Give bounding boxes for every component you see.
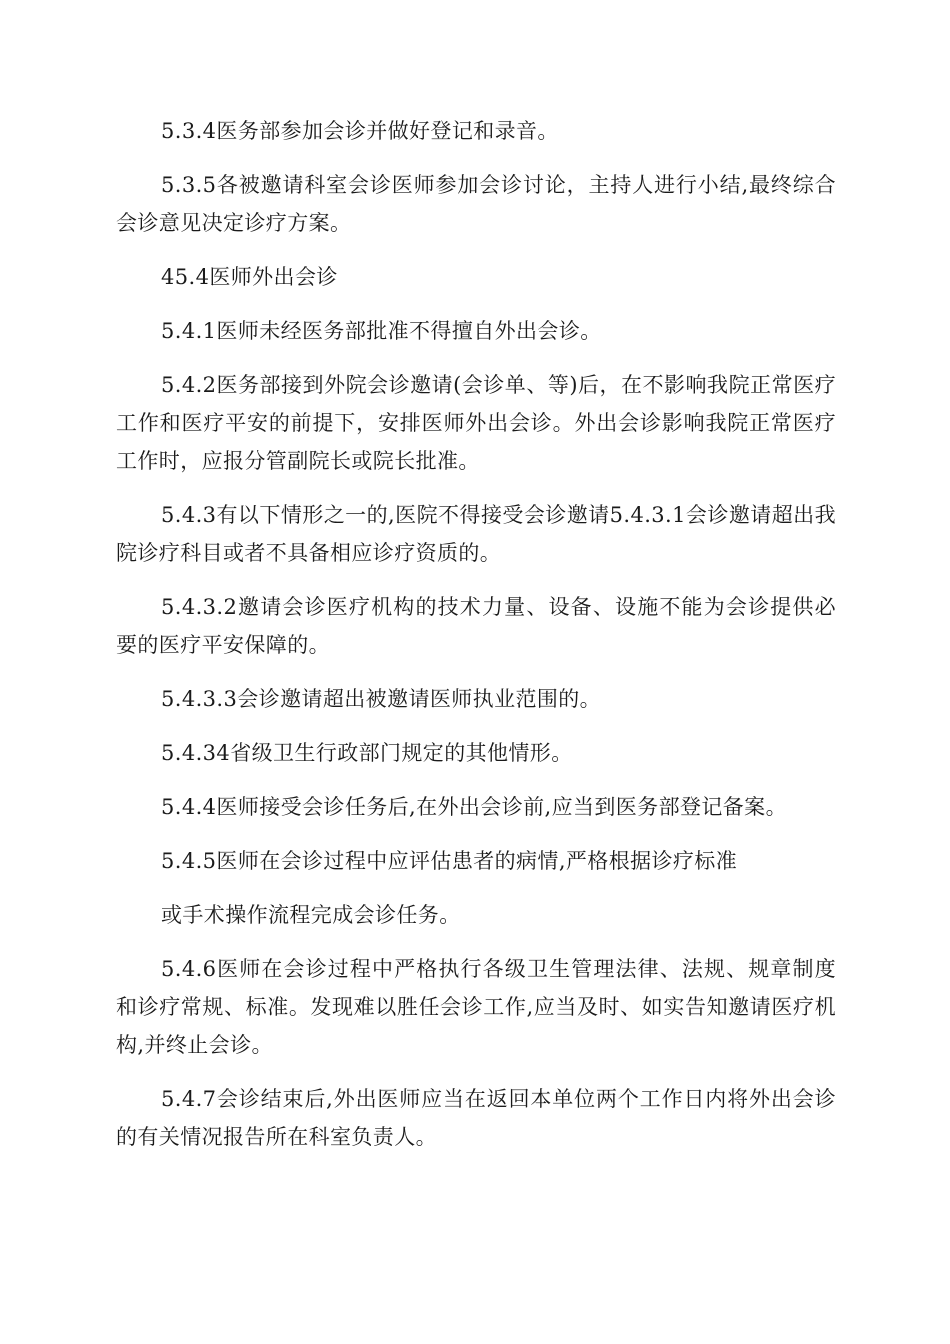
paragraph-5-4-4: 5.4.4医师接受会诊任务后,在外出会诊前,应当到医务部登记备案。 — [161, 795, 787, 819]
paragraph-5-4-2: 5.4.2医务部接到外院会诊邀请(会诊单、等)后，在不影响我院正常医疗工作和医疗平安的前提下，安排医师外出会诊。外出会诊影响我院正常医疗工作时，应报分管副院长或院长批准。 — [116, 373, 836, 473]
paragraph-5-3-5: 5.3.5各被邀请科室会诊医师参加会诊讨论，主持人进行小结,最终综合会诊意见决定诊疗方案。 — [116, 173, 836, 235]
paragraph-5-4-3-3: 5.4.3.3会诊邀请超出被邀请医师执业范围的。 — [161, 687, 602, 711]
paragraph-5-4-3: 5.4.3有以下情形之一的,医院不得接受会诊邀请5.4.3.1会诊邀请超出我院诊疗科目或者不具备相应诊疗资质的。 — [116, 503, 836, 565]
section-heading-5-4: 45.4医师外出会诊 — [161, 265, 338, 289]
paragraph-5-4-3-2: 5.4.3.2邀请会诊医疗机构的技术力量、设备、设施不能为会诊提供必要的医疗平安保障的。 — [116, 595, 836, 657]
paragraph-5-4-5: 5.4.5医师在会诊过程中应评估患者的病情,严格根据诊疗标准 — [161, 849, 738, 873]
paragraph-5-4-1: 5.4.1医师未经医务部批准不得擅自外出会诊。 — [161, 319, 602, 343]
document-body — [116, 112, 836, 1172]
paragraph-5-4-6: 5.4.6医师在会诊过程中严格执行各级卫生管理法律、法规、规章制度和诊疗常规、标准。发现难以胜任会诊工作,应当及时、如实告知邀请医疗机构,并终止会诊。 — [116, 957, 836, 1057]
paragraph-5-4-3-4: 5.4.34省级卫生行政部门规定的其他情形。 — [161, 741, 573, 765]
paragraph-5-4-7: 5.4.7会诊结束后,外出医师应当在返回本单位两个工作日内将外出会诊的有关情况报告所在科室负责人。 — [116, 1087, 836, 1149]
paragraph-5-4-5-continued: 或手术操作流程完成会诊任务。 — [161, 903, 461, 927]
paragraph-5-3-4: 5.3.4医务部参加会诊并做好登记和录音。 — [161, 119, 559, 143]
